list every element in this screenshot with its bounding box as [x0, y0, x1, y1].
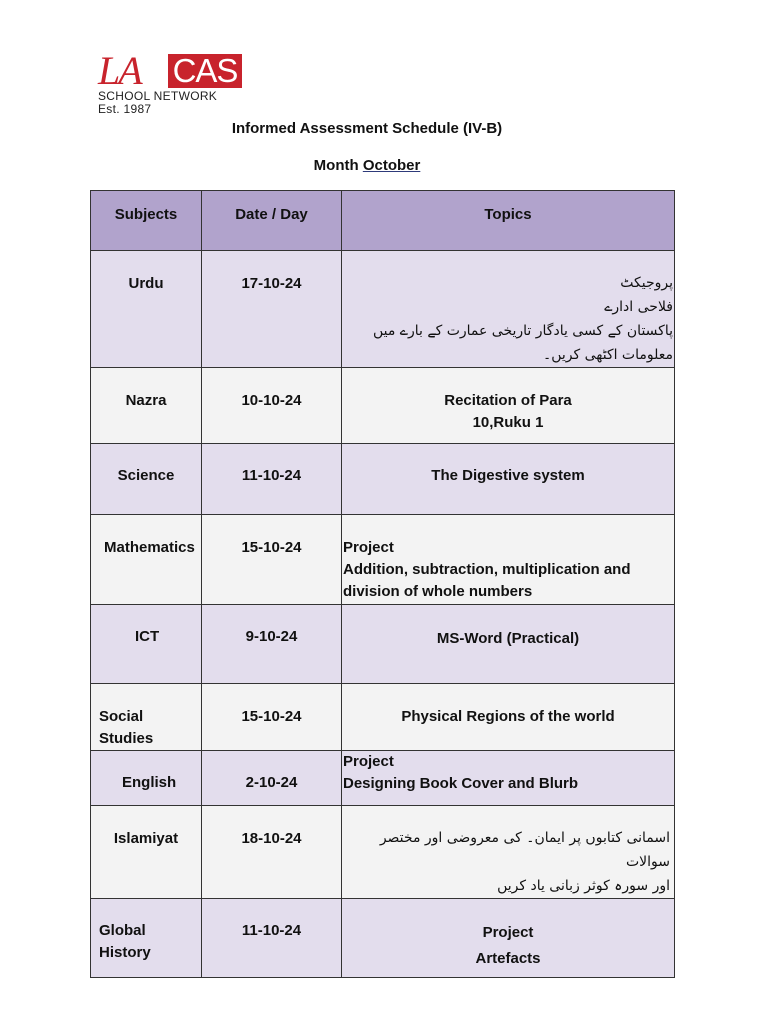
date-cell: 17-10-24 — [202, 251, 342, 368]
subject-cell: Social Studies — [91, 684, 202, 751]
table-row — [91, 605, 675, 684]
date-cell: 18-10-24 — [202, 806, 342, 899]
date-cell: 15-10-24 — [202, 515, 342, 605]
subject-cell: English — [91, 751, 202, 806]
month-value: October — [362, 157, 421, 174]
date-cell: 9-10-24 — [202, 605, 342, 684]
table-row — [91, 368, 675, 444]
logo-established-text: Est. 1987 — [98, 102, 152, 116]
table-row — [91, 899, 675, 978]
logo-mark — [98, 48, 242, 93]
month-heading — [0, 157, 734, 174]
date-cell: 10-10-24 — [202, 368, 342, 444]
month-label: Month — [313, 157, 359, 174]
subject-cell: Mathematics — [91, 515, 202, 605]
table-row — [91, 806, 675, 899]
topic-cell: The Digestive system — [342, 444, 675, 515]
header-topics: Topics — [342, 191, 675, 251]
topic-cell: پروجیکٹ فلاحی ادارے پاکستان کے کسی یادگار تاریخی عمارت کے بارے میں معلومات اکٹھی کریں۔ — [342, 251, 675, 368]
date-cell: 2-10-24 — [202, 751, 342, 806]
header-date: Date / Day — [202, 191, 342, 251]
table-row — [91, 751, 675, 806]
subject-cell: Nazra — [91, 368, 202, 444]
table-row — [91, 684, 675, 751]
topic-cell: Recitation of Para 10,Ruku 1 — [342, 368, 675, 444]
table-row — [91, 251, 675, 368]
table-row — [91, 515, 675, 605]
logo-cas: CAS — [168, 54, 242, 88]
table-header-row — [91, 191, 675, 251]
page-title: Informed Assessment Schedule (IV-B) — [231, 120, 503, 137]
table-row — [91, 444, 675, 515]
topic-cell: MS-Word (Practical) — [342, 605, 675, 684]
topic-cell: Physical Regions of the world — [342, 684, 675, 751]
date-cell: 11-10-24 — [202, 444, 342, 515]
date-cell: 15-10-24 — [202, 684, 342, 751]
date-cell: 11-10-24 — [202, 899, 342, 978]
topic-cell: اسمانی کتابوں پر ایمان۔ کی معروضی اور مختصر سوالات اور سورہ کوثر زبانی یاد کریں — [342, 806, 675, 899]
subject-cell: Islamiyat — [91, 806, 202, 899]
header-subjects: Subjects — [91, 191, 202, 251]
assessment-table — [90, 190, 675, 978]
subject-cell: ICT — [91, 605, 202, 684]
topic-cell: Project Addition, subtraction, multiplication and division of whole numbers — [342, 515, 675, 605]
subject-cell: Science — [91, 444, 202, 515]
topic-cell: Project Designing Book Cover and Blurb — [342, 751, 675, 806]
logo-la: LA — [98, 48, 141, 93]
logo-network-text: SCHOOL NETWORK — [98, 89, 218, 103]
subject-cell: Urdu — [91, 251, 202, 368]
school-logo — [98, 48, 244, 116]
topic-cell: Project Artefacts — [342, 899, 675, 978]
subject-cell: Global History — [91, 899, 202, 978]
